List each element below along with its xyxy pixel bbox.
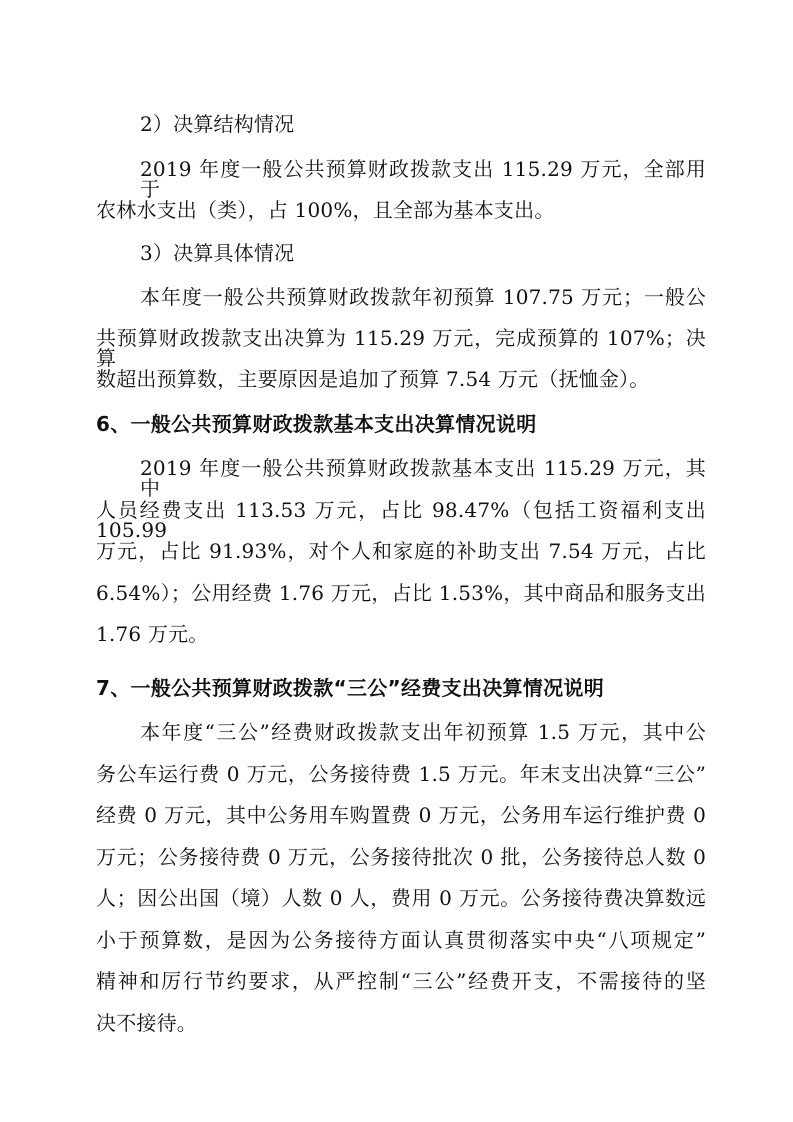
section-6-line-2: 人员经费支出 113.53 万元，占比 98.47%（包括工资福利支出 105.99 (96, 498, 706, 542)
section-3-paragraph-line-2: 共预算财政拨款支出决算为 115.29 万元，完成预算的 107%；决算 (96, 326, 706, 370)
section-7-line-3: 经费 0 万元，其中公务用车购置费 0 万元，公务用车运行维护费 0 (96, 803, 706, 827)
section-7-line-2: 务公车运行费 0 万元，公务接待费 1.5 万元。年末支出决算“三公” (96, 762, 706, 786)
heading-7: 7、一般公共预算财政拨款“三公”经费支出决算情况说明 (96, 676, 605, 700)
section-7-line-8: 决不接待。 (96, 1011, 197, 1035)
section-7-line-7: 精神和厉行节约要求，从严控制“三公”经费开支，不需接待的坚 (96, 969, 706, 993)
section-6-line-1: 2019 年度一般公共预算财政拨款基本支出 115.29 万元，其中 (140, 456, 706, 500)
section-7-line-4: 万元；公务接待费 0 万元，公务接待批次 0 批，公务接待总人数 0 (96, 845, 706, 869)
section-2-title: 2）决算结构情况 (140, 112, 295, 136)
section-2-paragraph-line-1: 2019 年度一般公共预算财政拨款支出 115.29 万元，全部用于 (140, 157, 706, 201)
heading-6: 6、一般公共预算财政拨款基本支出决算情况说明 (96, 412, 537, 436)
section-3-paragraph-line-1: 本年度一般公共预算财政拨款年初预算 107.75 万元；一般公 (140, 285, 706, 309)
section-3-title: 3）决算具体情况 (140, 241, 295, 265)
section-6-line-3: 万元，占比 91.93%，对个人和家庭的补助支出 7.54 万元，占比 (96, 539, 706, 563)
section-7-line-6: 小于预算数，是因为公务接待方面认真贯彻落实中央“八项规定” (96, 928, 706, 952)
section-7-line-1: 本年度“三公”经费财政拨款支出年初预算 1.5 万元，其中公 (140, 720, 706, 744)
section-6-line-4: 6.54%）；公用经费 1.76 万元，占比 1.53%，其中商品和服务支出 (96, 581, 706, 605)
section-7-line-5: 人；因公出国（境）人数 0 人，费用 0 万元。公务接待费决算数远 (96, 886, 706, 910)
section-6-line-5: 1.76 万元。 (96, 622, 209, 646)
section-2-paragraph-line-2: 农林水支出（类），占 100%，且全部为基本支出。 (96, 198, 555, 222)
section-3-paragraph-line-3: 数超出预算数，主要原因是追加了预算 7.54 万元（抚恤金）。 (96, 367, 650, 391)
